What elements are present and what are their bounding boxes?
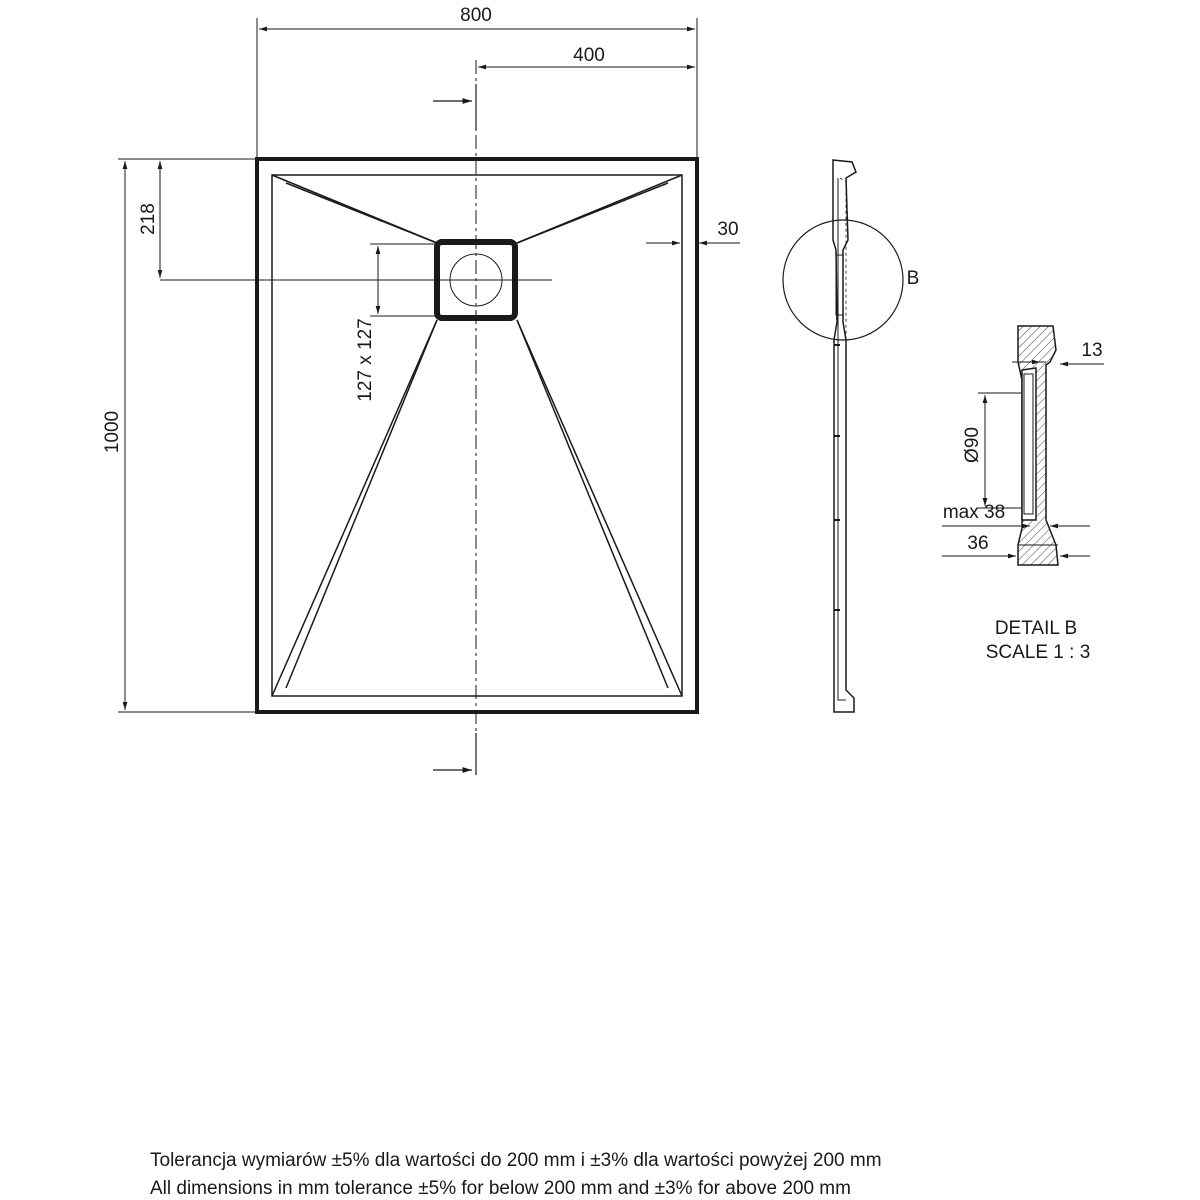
dim-width-800-label: 800 bbox=[460, 5, 492, 26]
dim-width-800 bbox=[257, 18, 697, 157]
dim-detail-diameter bbox=[978, 393, 1022, 508]
dim-height-1000 bbox=[118, 159, 255, 712]
dim-drain-offset-218 bbox=[160, 161, 435, 280]
dim-drain-offset-218-label: 218 bbox=[138, 203, 159, 235]
dim-half-400-label: 400 bbox=[573, 45, 605, 66]
dim-rim-30-label: 30 bbox=[717, 219, 739, 240]
dim-detail-max38-label: max 38 bbox=[942, 502, 1006, 523]
slope-lines bbox=[272, 175, 682, 696]
detail-title: DETAIL B bbox=[994, 618, 1078, 639]
tray-inner-rim bbox=[272, 175, 682, 696]
dim-height-1000-label: 1000 bbox=[102, 410, 123, 454]
side-section bbox=[783, 160, 903, 712]
tolerance-note-pl: Tolerancja wymiarów ±5% dla wartości do 200 mm i ±3% dla wartości powyżej 200 mm bbox=[150, 1150, 882, 1171]
dim-drain-size-label: 127 x 127 bbox=[355, 318, 376, 402]
dim-detail-13-label: 13 bbox=[1081, 340, 1103, 361]
detail-scale: SCALE 1 : 3 bbox=[985, 642, 1091, 663]
tolerance-note-en: All dimensions in mm tolerance ±5% for below 200 mm and ±3% for above 200 mm bbox=[150, 1178, 851, 1199]
dim-detail-36-label: 36 bbox=[967, 533, 989, 554]
plan-view bbox=[257, 60, 697, 775]
dim-detail-diameter-label: Ø90 bbox=[962, 427, 983, 463]
detail-callout-label: B bbox=[906, 268, 920, 289]
